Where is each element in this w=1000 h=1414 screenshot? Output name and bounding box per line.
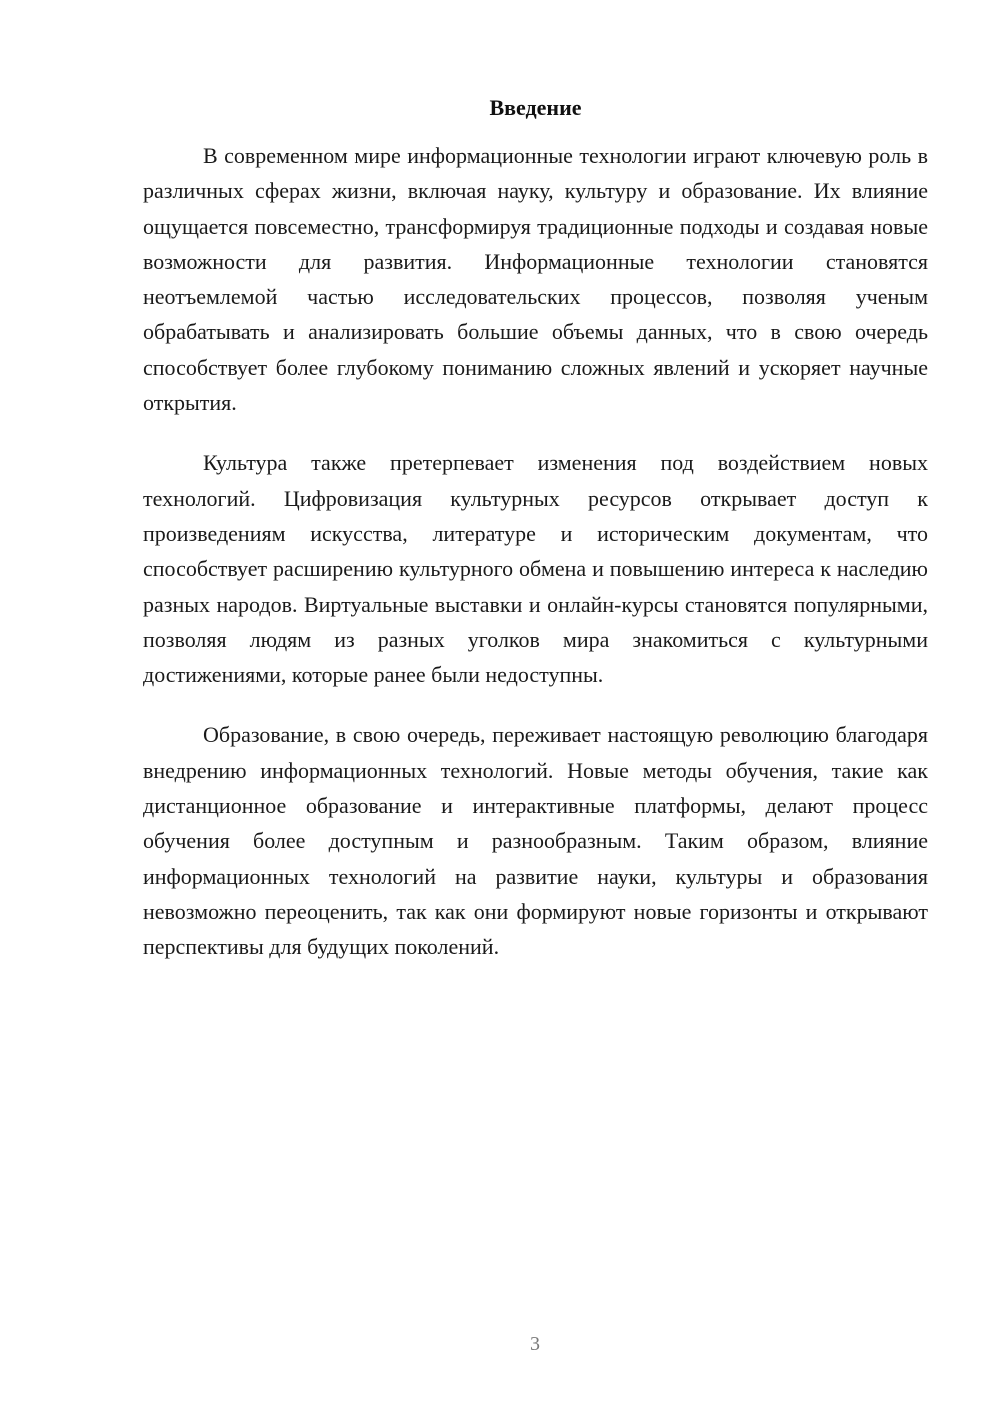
page-content	[143, 92, 928, 990]
paragraph-1: В современном мире информационные технологии играют ключевую роль в различных сферах жизни, включая науку, культуру и образование. Их влияние ощущается повсеместно, трансформируя традиционные подходы и создавая новые возможности для развития. Информационные технологии становятся неотъемлемой частью исследовательских процессов, позволяя ученым обрабатывать и анализировать большие объемы данных, что в свою очередь способствует более глубокому пониманию сложных явлений и ускоряет научные открытия.	[143, 143, 928, 416]
page-number: 3	[530, 1333, 540, 1355]
paragraph-2: Культура также претерпевает изменения под воздействием новых технологий. Цифровизация культурных ресурсов открывает доступ к произведениям искусства, литературе и историческим документам, что способствует расширению культурного обмена и повышению интереса к наследию разных народов. Виртуальные выставки и онлайн-курсы становятся популярными, позволяя людям из разных уголков мира знакомиться с культурными достижениями, которые ранее были недоступны.	[143, 450, 928, 688]
section-title: Введение	[489, 95, 582, 120]
paragraph-3: Образование, в свою очередь, переживает настоящую революцию благодаря внедрению информационных технологий. Новые методы обучения, такие как дистанционное образование и интерактивные платформы, делают процесс обучения более доступным и разнообразным. Таким образом, влияние информационных технологий на развитие науки, культуры и образования невозможно переоценить, так как они формируют новые горизонты и открывают перспективы для будущих поколений.	[143, 722, 928, 960]
